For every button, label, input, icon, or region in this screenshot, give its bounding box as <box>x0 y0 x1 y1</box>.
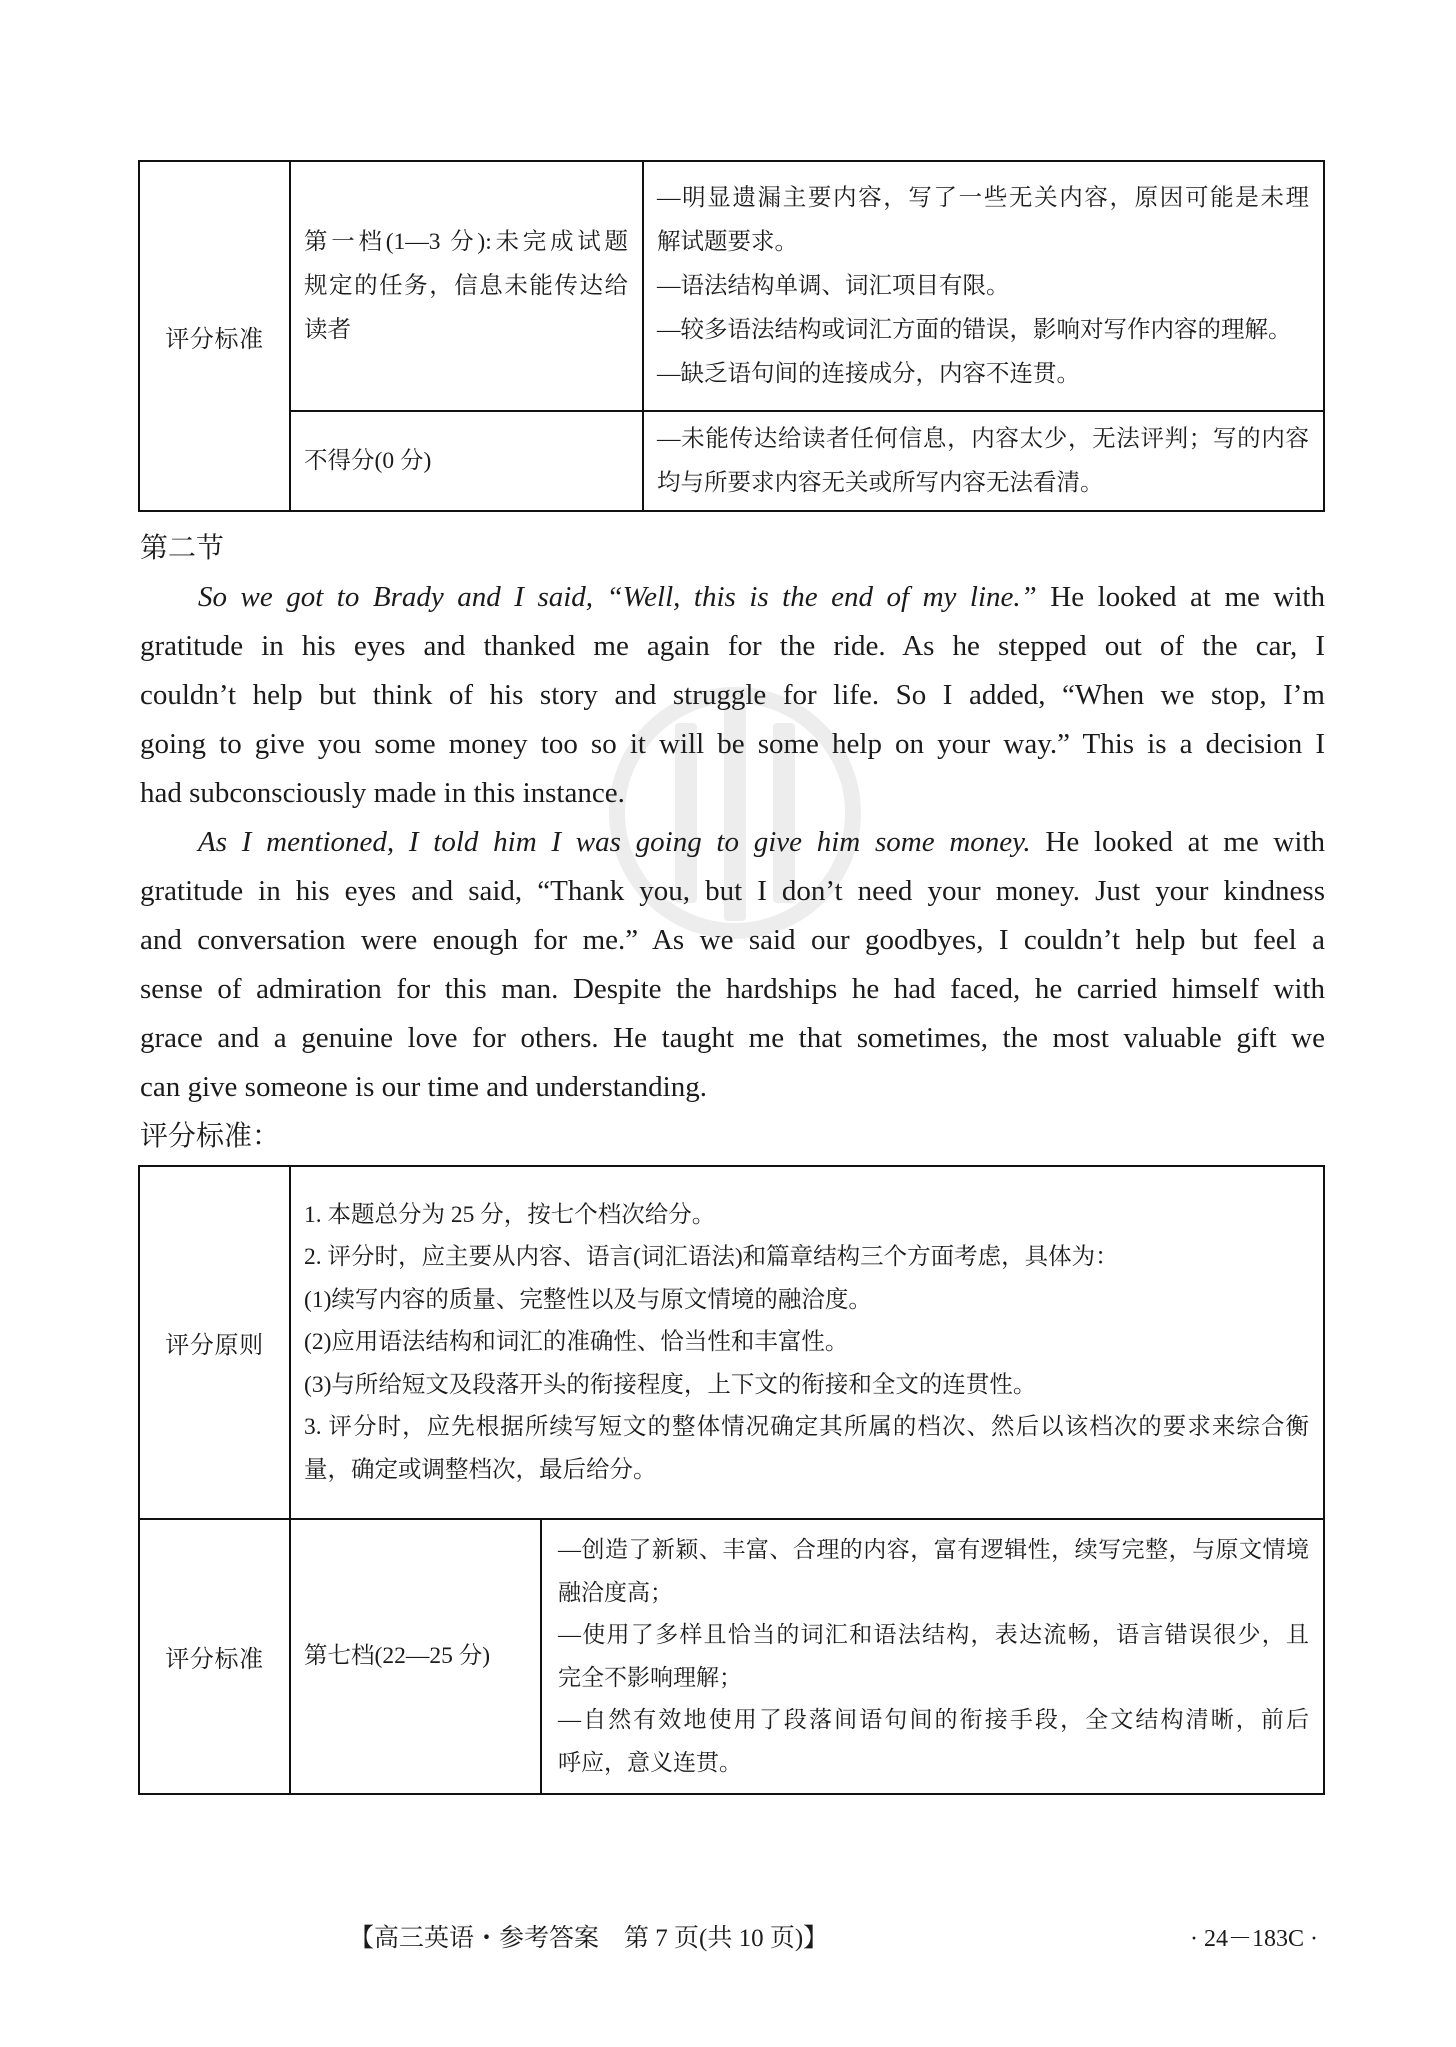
criteria-line: 解试题要求。 <box>657 229 798 255</box>
principle-header-cell <box>140 1167 289 1518</box>
principle-line: (3)与所给短文及段落开头的衔接程度，上下文的衔接和全文的连贯性。 <box>304 1371 1037 1398</box>
italic-lead: As I mentioned, I told him I was going to give him some money. <box>198 826 1031 858</box>
paragraph-line: gratitude in his eyes and said, “Thank you, but I don’t need your money. Just your kindness <box>140 875 1325 907</box>
principle-line: 3. 评分时，应先根据所续写短文的整体情况确定其所属的档次、然后以该档次的要求来综合衡 <box>304 1414 1309 1441</box>
criteria-line: —使用了多样且恰当的词汇和语法结构，表达流畅，语言错误很少，且 <box>558 1622 1309 1647</box>
paragraph-line <box>140 818 1325 867</box>
criteria-line: —自然有效地使用了段落间语句间的衔接手段，全文结构清晰，前后 <box>558 1707 1309 1732</box>
paragraph-line: can give someone is our time and understanding. <box>140 1071 707 1103</box>
criteria-cell-first <box>642 162 1323 410</box>
criteria-line: 呼应，意义连贯。 <box>558 1749 742 1775</box>
principle-line: 量，确定或调整档次，最后给分。 <box>304 1456 657 1483</box>
criteria-line: —语法结构单调、词汇项目有限。 <box>657 273 1010 299</box>
criteria-line: 均与所要求内容无关或所写内容无法看清。 <box>657 470 1104 496</box>
paragraph-line: had subconsciously made in this instance. <box>140 777 625 809</box>
criteria-line: 融洽度高； <box>558 1579 673 1605</box>
section-two <box>140 524 1325 1161</box>
line-text: He looked at me with <box>1045 826 1325 858</box>
paragraph-line: and conversation were enough for me.” As we said our goodbyes, I couldn’t help but feel a <box>140 924 1325 956</box>
level-cell-zero <box>289 410 642 510</box>
level-cell-seven <box>289 1518 540 1793</box>
criteria-line: —缺乏语句间的连接成分，内容不连贯。 <box>657 361 1080 387</box>
paragraph <box>140 573 1325 818</box>
level-line: 第一档(1—3 分):未完成试题 <box>304 229 628 255</box>
level-line: 第七档(22—25 分) <box>304 1643 491 1670</box>
criteria-cell-zero <box>642 410 1323 510</box>
line-text: He looked at me with <box>1050 581 1325 613</box>
paragraph-line: sense of admiration for this man. Despite the hardships he had faced, he carried himself with <box>140 973 1325 1005</box>
scoring-table-part2 <box>138 1165 1325 1795</box>
standard-header-label: 评分标准 <box>165 1647 264 1673</box>
principle-line: 1. 本题总分为 25 分，按七个档次给分。 <box>304 1201 716 1228</box>
principle-header-label: 评分原则 <box>165 1333 264 1359</box>
footer-page-label: 【高三英语・参考答案 第 7 页(共 10 页)】 <box>349 1925 829 1952</box>
criteria-line: 完全不影响理解； <box>558 1664 742 1690</box>
footer-code: · 24－183C · <box>1190 1926 1318 1952</box>
principle-line: (2)应用语法结构和词汇的准确性、恰当性和丰富性。 <box>304 1329 849 1356</box>
scoring-table-part1 <box>138 160 1325 512</box>
paragraph-line: going to give you some money too so it will be some help on your way.” This is a decision I <box>140 728 1325 760</box>
paragraph-line <box>140 573 1325 622</box>
criteria-line: —未能传达给读者任何信息，内容太少，无法评判；写的内容 <box>657 426 1309 452</box>
section-title: 第二节 <box>140 533 225 564</box>
row-header-cell <box>140 162 289 510</box>
level-line: 读者 <box>304 317 351 343</box>
principles-cell <box>289 1167 1323 1518</box>
rubric-heading: 评分标准： <box>140 1121 281 1152</box>
paragraph-line: gratitude in his eyes and thanked me again for the ride. As he stepped out of the car, I <box>140 630 1325 662</box>
level-line: 规定的任务，信息未能传达给 <box>304 273 628 299</box>
row-header-label: 评分标准 <box>165 326 264 353</box>
level-cell-first <box>289 162 642 410</box>
paragraph <box>140 818 1325 1112</box>
principle-line: 2. 评分时，应主要从内容、语言(词汇语法)和篇章结构三个方面考虑，具体为： <box>304 1244 1119 1271</box>
criteria-line: —创造了新颖、丰富、合理的内容，富有逻辑性，续写完整，与原文情境 <box>558 1537 1309 1562</box>
italic-lead: So we got to Brady and I said, “Well, this is the end of my line.” <box>198 581 1037 613</box>
criteria-cell-seven <box>540 1518 1323 1793</box>
standard-header-cell <box>140 1518 289 1793</box>
paragraph-line: couldn’t help but think of his story and struggle for life. So I added, “When we stop, I’m <box>140 679 1325 711</box>
paragraph-line: grace and a genuine love for others. He taught me that sometimes, the most valuable gift we <box>140 1022 1325 1054</box>
criteria-line: —较多语法结构或词汇方面的错误，影响对写作内容的理解。 <box>657 317 1292 343</box>
principle-line: (1)续写内容的质量、完整性以及与原文情境的融洽度。 <box>304 1286 872 1313</box>
level-line: 不得分(0 分) <box>304 448 432 474</box>
criteria-line: —明显遗漏主要内容，写了一些无关内容，原因可能是未理 <box>657 185 1309 211</box>
